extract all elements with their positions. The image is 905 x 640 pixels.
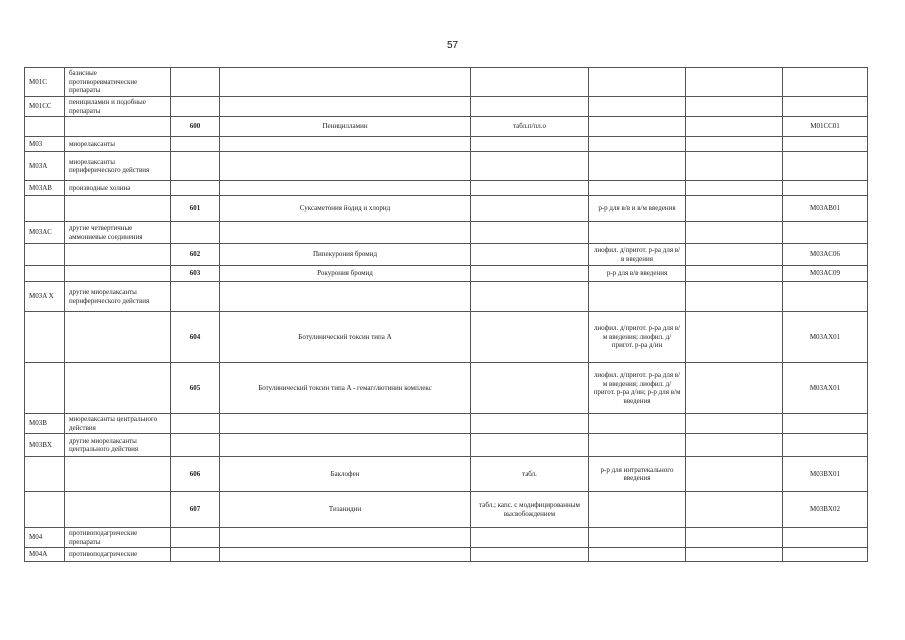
row-code	[25, 492, 65, 528]
row-number: 607	[171, 492, 220, 528]
row-number	[171, 152, 220, 181]
table-row	[25, 457, 868, 492]
row-code: M04	[25, 528, 65, 548]
drug-table	[24, 67, 868, 562]
row-code: M01CC	[25, 97, 65, 117]
row-code	[25, 312, 65, 363]
row-empty-cell	[686, 528, 783, 548]
row-empty-cell	[686, 137, 783, 152]
row-code: M01C	[25, 68, 65, 97]
row-drug-name	[220, 181, 471, 196]
row-empty-cell	[686, 181, 783, 196]
row-drug-name	[220, 548, 471, 562]
row-number: 600	[171, 117, 220, 137]
row-number: 603	[171, 266, 220, 282]
row-empty-cell	[686, 457, 783, 492]
row-dosage-form-alt	[589, 282, 686, 312]
row-group: пенициламин и подобные препараты	[65, 97, 171, 117]
row-empty-cell	[686, 492, 783, 528]
row-atc-code	[783, 434, 868, 457]
row-drug-name: Рокурония бромид	[220, 266, 471, 282]
page-number: 57	[446, 40, 459, 51]
row-group	[65, 117, 171, 137]
row-group	[65, 457, 171, 492]
table-row	[25, 222, 868, 244]
row-group	[65, 196, 171, 222]
row-dosage-form-alt	[589, 117, 686, 137]
table-row	[25, 152, 868, 181]
row-empty-cell	[686, 282, 783, 312]
table-row	[25, 137, 868, 152]
row-group: другие миорелаксанты периферического действия	[65, 282, 171, 312]
row-dosage-form-alt	[589, 414, 686, 434]
row-dosage-form	[471, 181, 589, 196]
row-drug-name	[220, 68, 471, 97]
row-group	[65, 312, 171, 363]
row-drug-name: Баклофен	[220, 457, 471, 492]
row-dosage-form	[471, 137, 589, 152]
row-code: M03A	[25, 152, 65, 181]
row-drug-name	[220, 137, 471, 152]
row-empty-cell	[686, 152, 783, 181]
row-code: M03BX	[25, 434, 65, 457]
row-drug-name	[220, 434, 471, 457]
row-empty-cell	[686, 244, 783, 266]
row-dosage-form	[471, 282, 589, 312]
row-dosage-form	[471, 97, 589, 117]
row-code	[25, 244, 65, 266]
row-dosage-form	[471, 266, 589, 282]
row-drug-name	[220, 97, 471, 117]
row-empty-cell	[686, 222, 783, 244]
table-row	[25, 244, 868, 266]
row-empty-cell	[686, 266, 783, 282]
row-dosage-form	[471, 312, 589, 363]
row-atc-code	[783, 68, 868, 97]
row-dosage-form: табл.	[471, 457, 589, 492]
row-group: базисные противоревматические препараты	[65, 68, 171, 97]
row-empty-cell	[686, 363, 783, 414]
row-atc-code	[783, 181, 868, 196]
row-drug-name: Ботулинический токсин типа A - гемагглютинин комплекс	[220, 363, 471, 414]
table-row	[25, 363, 868, 414]
row-group	[65, 244, 171, 266]
row-atc-code	[783, 97, 868, 117]
table-row	[25, 266, 868, 282]
row-empty-cell	[686, 414, 783, 434]
row-group: миорелаксанты	[65, 137, 171, 152]
table-row	[25, 492, 868, 528]
row-drug-name	[220, 282, 471, 312]
row-code	[25, 266, 65, 282]
row-dosage-form-alt: лиофил. д/пригот. р-ра для в/в введения	[589, 244, 686, 266]
row-code	[25, 117, 65, 137]
row-drug-name	[220, 414, 471, 434]
row-group: миорелаксанты центрального действия	[65, 414, 171, 434]
row-group	[65, 492, 171, 528]
row-atc-code	[783, 152, 868, 181]
row-atc-code	[783, 222, 868, 244]
row-drug-name: Ботулинический токсин типа A	[220, 312, 471, 363]
row-atc-code: M03BX02	[783, 492, 868, 528]
row-empty-cell	[686, 196, 783, 222]
row-number	[171, 548, 220, 562]
row-dosage-form-alt	[589, 181, 686, 196]
row-code: M03B	[25, 414, 65, 434]
row-dosage-form-alt	[589, 528, 686, 548]
row-dosage-form	[471, 152, 589, 181]
table-row	[25, 282, 868, 312]
row-number: 602	[171, 244, 220, 266]
row-code: M04A	[25, 548, 65, 562]
row-number	[171, 181, 220, 196]
row-atc-code	[783, 414, 868, 434]
row-dosage-form	[471, 548, 589, 562]
row-atc-code	[783, 548, 868, 562]
row-dosage-form	[471, 68, 589, 97]
row-group: другие миорелаксанты центрального действия	[65, 434, 171, 457]
row-group: миорелаксанты периферического действия	[65, 152, 171, 181]
row-atc-code	[783, 528, 868, 548]
row-code: M03AC	[25, 222, 65, 244]
row-number: 606	[171, 457, 220, 492]
row-drug-name: Тизанидин	[220, 492, 471, 528]
row-code	[25, 457, 65, 492]
row-code	[25, 363, 65, 414]
row-atc-code: M03AC06	[783, 244, 868, 266]
row-code: M03A X	[25, 282, 65, 312]
row-group: производные холина	[65, 181, 171, 196]
row-atc-code: M03AB01	[783, 196, 868, 222]
row-dosage-form	[471, 196, 589, 222]
row-number: 604	[171, 312, 220, 363]
row-dosage-form-alt	[589, 137, 686, 152]
row-dosage-form	[471, 414, 589, 434]
row-number	[171, 68, 220, 97]
row-atc-code: M03AX01	[783, 312, 868, 363]
row-atc-code: M03BX01	[783, 457, 868, 492]
row-drug-name: Суксаметония йодид и хлорид	[220, 196, 471, 222]
row-dosage-form-alt	[589, 434, 686, 457]
row-drug-name	[220, 152, 471, 181]
table-row	[25, 117, 868, 137]
table-row	[25, 548, 868, 562]
table-row	[25, 68, 868, 97]
row-atc-code	[783, 137, 868, 152]
row-group: противоподагрические препараты	[65, 528, 171, 548]
row-dosage-form	[471, 244, 589, 266]
table-row	[25, 97, 868, 117]
row-atc-code: M03AX01	[783, 363, 868, 414]
row-number: 601	[171, 196, 220, 222]
table-row	[25, 312, 868, 363]
row-drug-name: Пеницилламин	[220, 117, 471, 137]
row-group: противоподагрические	[65, 548, 171, 562]
row-dosage-form-alt	[589, 548, 686, 562]
row-empty-cell	[686, 312, 783, 363]
row-dosage-form	[471, 363, 589, 414]
row-number	[171, 528, 220, 548]
row-empty-cell	[686, 117, 783, 137]
row-dosage-form-alt: лиофил. д/пригот. р-ра для в/м введения; лиофил. д/пригот. р-ра д/ин	[589, 312, 686, 363]
row-number	[171, 434, 220, 457]
row-dosage-form-alt	[589, 222, 686, 244]
row-number	[171, 97, 220, 117]
row-empty-cell	[686, 548, 783, 562]
row-dosage-form-alt	[589, 152, 686, 181]
row-atc-code	[783, 282, 868, 312]
row-dosage-form-alt	[589, 97, 686, 117]
row-dosage-form-alt	[589, 68, 686, 97]
row-dosage-form	[471, 528, 589, 548]
row-dosage-form: табл.п/пл.о	[471, 117, 589, 137]
row-dosage-form-alt: р-р для в/в введения	[589, 266, 686, 282]
row-drug-name: Пипекурония бромид	[220, 244, 471, 266]
row-dosage-form-alt: р-р для интратекального введения	[589, 457, 686, 492]
row-number	[171, 282, 220, 312]
row-dosage-form	[471, 222, 589, 244]
row-atc-code: M01CC01	[783, 117, 868, 137]
row-dosage-form	[471, 434, 589, 457]
row-code: M03	[25, 137, 65, 152]
row-number: 605	[171, 363, 220, 414]
row-dosage-form-alt	[589, 492, 686, 528]
table-row	[25, 181, 868, 196]
row-number	[171, 137, 220, 152]
table-row	[25, 434, 868, 457]
row-atc-code: M03AC09	[783, 266, 868, 282]
row-number	[171, 222, 220, 244]
row-dosage-form: табл.; капс. с модифицированным высвобождением	[471, 492, 589, 528]
row-group: другие четвертичные аммониевые соединения	[65, 222, 171, 244]
row-code: M03AB	[25, 181, 65, 196]
row-drug-name	[220, 528, 471, 548]
table-row	[25, 414, 868, 434]
row-empty-cell	[686, 97, 783, 117]
row-dosage-form-alt: лиофил. д/пригот. р-ра для в/м введения; лиофил. д/пригот. р-ра д/ин; р-р для в/м введения	[589, 363, 686, 414]
row-drug-name	[220, 222, 471, 244]
table-row	[25, 196, 868, 222]
row-empty-cell	[686, 68, 783, 97]
row-group	[65, 266, 171, 282]
row-dosage-form-alt: р-р для в/в и в/м введения	[589, 196, 686, 222]
row-empty-cell	[686, 434, 783, 457]
row-group	[65, 363, 171, 414]
table-row	[25, 528, 868, 548]
row-number	[171, 414, 220, 434]
row-code	[25, 196, 65, 222]
